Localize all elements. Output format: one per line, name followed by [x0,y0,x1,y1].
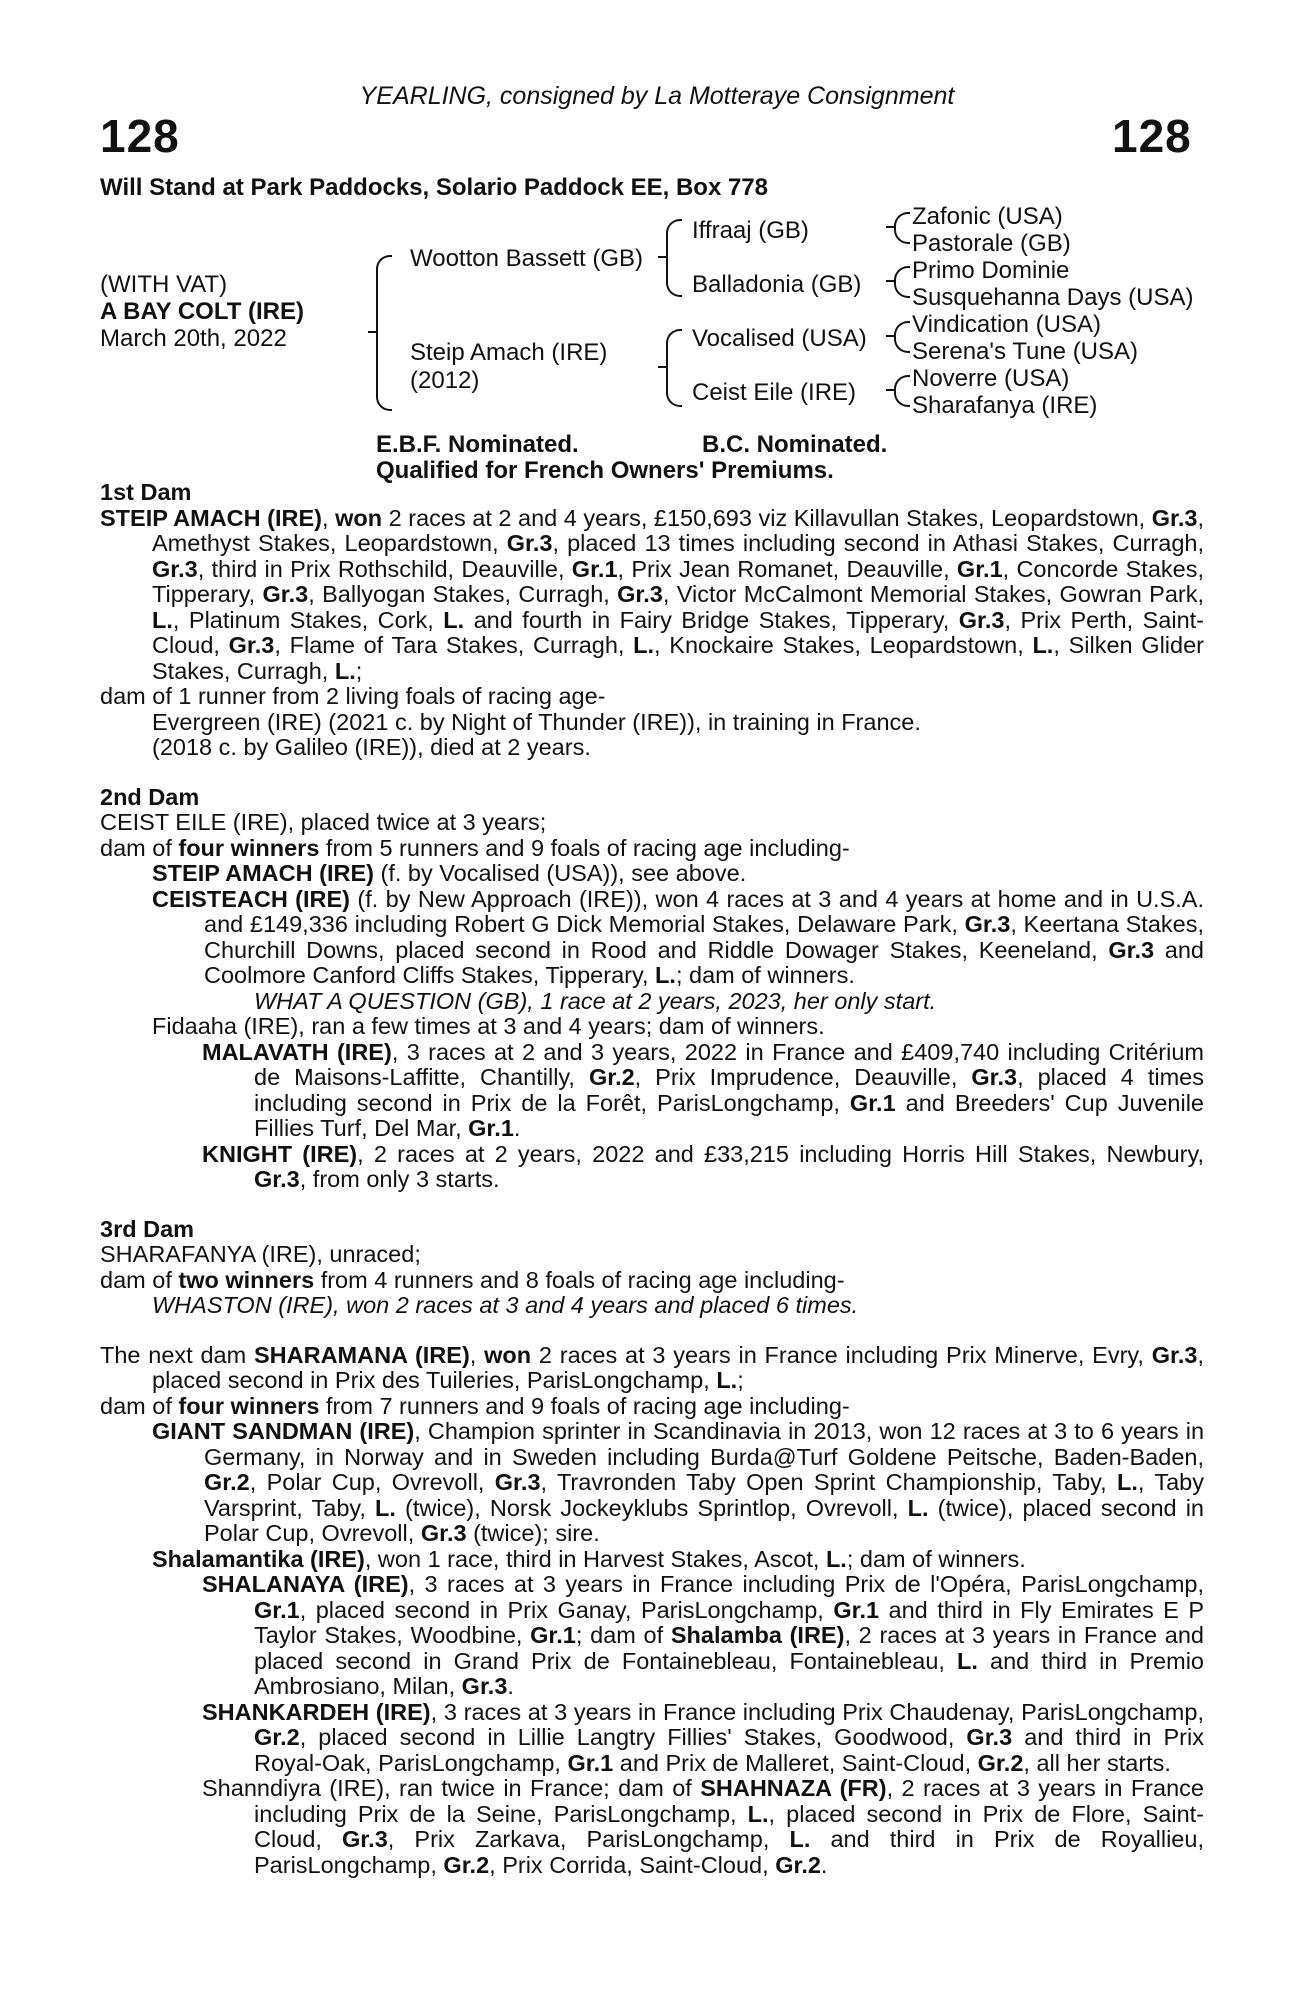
next-dam-shalanaya: SHALANAYA (IRE), 3 races at 3 years in France including Prix de l'Opéra, ParisLongchamp, Gr.1, placed second in Prix Ganay, ParisLongchamp, Gr.1 and third in Fly Emirates E P Taylor Stakes, Woodbine, Gr.1; dam of Shalamba (IRE), 2 races at 3 years in France and placed second in Grand Prix de Fontainebleau, Fontainebleau, L. and third in Premio Ambrosiano, Milan, Gr.3. [202,1571,1205,1699]
second-dam-heading: 2nd Dam [100,783,200,810]
first-dam-foal-2: (2018 c. by Galileo (IRE)), died at 2 years. [152,734,591,760]
pedigree-brace-g4 [894,375,910,407]
next-dam-shalamantika: Shalamantika (IRE), won 1 race, third in Harvest Stakes, Ascot, L.; dam of winners. [152,1545,1026,1572]
second-dam-steip: STEIP AMACH (IRE) (f. by Vocalised (USA)), see above. [152,860,747,886]
second-dam-malavath: MALAVATH (IRE), 3 races at 2 and 3 years, 2022 in France and £409,740 including Critérium de Maisons-Laffitte, Chantilly, Gr.2, Prix Imprudence, Deauville, Gr.3, placed 4 times including second in Prix de la Forêt, ParisLongchamp, Gr.1 and Breeders' Cup Juvenile Fillies Turf, Del Mar, Gr.1. [202,1038,1204,1141]
pedigree-brace-g1-tip [886,226,894,228]
second-dam-what-a-question: WHAT A QUESTION (GB), 1 race at 2 years, 2023, her only start. [254,987,937,1014]
bc-nomination: B.C. Nominated. [702,431,888,458]
pedigree-brace-sire-tip [658,256,666,258]
pedigree-brace-sire [666,219,682,297]
first-dam-produce-summary: dam of 1 runner from 2 living foals of racing age- [100,683,606,709]
stand-location: Will Stand at Park Paddocks, Solario Paddock EE, Box 778 [100,174,769,201]
dam-name: Steip Amach (IRE) [410,339,608,366]
dam-dam: Ceist Eile (IRE) [692,379,857,406]
third-dam-line: SHARAFANYA (IRE), unraced; [100,1241,421,1267]
consignment-line: YEARLING, consigned by La Motteraye Consignment [359,82,955,110]
third-dam-produce-summary: dam of two winners from 4 runners and 8 foals of racing age including- [100,1266,845,1293]
first-dam-won: won [335,504,383,531]
grandparent-6: Serena's Tune (USA) [912,338,1139,365]
pedigree-brace-main-tip [368,331,376,333]
sire-sire: Iffraaj (GB) [692,217,809,244]
second-dam-produce-summary: dam of four winners from 5 runners and 9 foals of racing age including- [100,834,850,861]
next-dam-record: The next dam SHARAMANA (IRE), won 2 races at 3 years in France including Prix Minerve, Evry, Gr.3, placed second in Prix des Tuileries, ParisLongchamp, L.; [100,1341,1205,1393]
third-dam-whaston: WHASTON (IRE), won 2 races at 3 and 4 years and placed 6 times. [152,1292,859,1318]
horse-name: A BAY COLT (IRE) [100,298,305,325]
first-dam-heading: 1st Dam [100,479,192,505]
first-dam-name: STEIP AMACH (IRE) [100,504,322,531]
vat-note: (WITH VAT) [100,271,228,298]
nominations [376,432,887,484]
ebf-nomination: E.B.F. Nominated. [376,431,579,458]
pedigree-brace-g2 [894,266,910,298]
dam-sire: Vocalised (USA) [692,325,867,352]
next-dam-giant-sandman: GIANT SANDMAN (IRE), Champion sprinter in Scandinavia in 2013, won 12 races at 3 to 6 years in Germany, in Norway and in Sweden including Burda@Turf Goldene Peitsche, Baden-Baden, Gr.2, Polar Cup, Ovrevoll, Gr.3, Travronden Taby Open Sprint Championship, Taby, L., Taby Varsprint, Taby, L. (twice), Norsk Jockeyklubs Sprintlop, Ovrevoll, L. (twice), placed second in Polar Cup, Ovrevoll, Gr.3 (twice); sire. [152,1418,1205,1546]
sire-name: Wootton Bassett (GB) [410,245,643,272]
catalogue-text [100,480,1204,1878]
third-dam-heading: 3rd Dam [100,1215,195,1242]
next-dam-produce-summary: dam of four winners from 7 runners and 9 foals of racing age including- [100,1392,850,1419]
lot-number-right: 128 [1112,110,1192,162]
pedigree-brace-main [376,255,392,411]
grandparent-8: Sharafanya (IRE) [912,392,1098,419]
grandparent-7: Noverre (USA) [912,365,1070,392]
grandparent-3: Primo Dominie [912,257,1070,284]
dam-year: (2012) [410,367,480,394]
pedigree-brace-g4-tip [886,389,894,391]
grandparent-1: Zafonic (USA) [912,203,1063,230]
lot-number-left: 128 [100,110,180,162]
pedigree-brace-g3-tip [886,335,894,337]
grandparent-5: Vindication (USA) [912,311,1101,338]
next-dam-shankardeh: SHANKARDEH (IRE), 3 races at 3 years in France including Prix Chaudenay, ParisLongchamp, Gr.2, placed second in Lillie Langtry Fillies' Stakes, Goodwood, Gr.3 and third in Prix Royal-Oak, ParisLongchamp, Gr.1 and Prix de Malleret, Saint-Cloud, Gr.2, all her starts. [202,1698,1204,1776]
horse-dob: March 20th, 2022 [100,325,287,352]
pedigree-brace-dam [666,329,682,407]
second-dam-fidaaha: Fidaaha (IRE), ran a few times at 3 and 4 years; dam of winners. [152,1013,825,1039]
first-dam-record: STEIP AMACH (IRE), won 2 races at 2 and 4 years, £150,693 viz Killavullan Stakes, Leopardstown, Gr.3, Amethyst Stakes, Leopardstown, Gr.3, placed 13 times including second in Athasi Stakes, Curragh, Gr.3, third in Prix Rothschild, Deauville, Gr.1, Prix Jean Romanet, Deauville, Gr.1, Concorde Stakes, Tipperary, Gr.3, Ballyogan Stakes, Curragh, Gr.3, Victor McCalmont Memorial Stakes, Gowran Park, L., Platinum Stakes, Cork, L. and fourth in Fairy Bridge Stakes, Tipperary, Gr.3, Prix Perth, Saint-Cloud, Gr.3, Flame of Tara Stakes, Curragh, L., Knockaire Stakes, Leopardstown, L., Silken Glider Stakes, Curragh, L.; [100,504,1205,684]
pedigree-brace-g1 [894,212,910,244]
french-premiums: Qualified for French Owners' Premiums. [376,457,834,484]
second-dam-ceisteach: CEISTEACH (IRE) (f. by New Approach (IRE)), won 4 races at 3 and 4 years at home and in U.S.A. and £149,336 including Robert G Dick Memorial Stakes, Delaware Park, Gr.3, Keertana Stakes, Churchill Downs, placed second in Rood and Riddle Dowager Stakes, Keeneland, Gr.3 and Coolmore Canford Cliffs Stakes, Tipperary, L.; dam of winners. [152,885,1204,988]
second-dam-line: CEIST EILE (IRE), placed twice at 3 years; [100,809,547,835]
first-dam-foal-1: Evergreen (IRE) (2021 c. by Night of Thunder (IRE)), in training in France. [152,708,921,735]
pedigree-brace-g2-tip [886,280,894,282]
grandparent-2: Pastorale (GB) [912,230,1071,257]
sire-dam: Balladonia (GB) [692,271,862,298]
pedigree-brace-g3 [894,321,910,353]
second-dam-knight: KNIGHT (IRE), 2 races at 2 years, 2022 and £33,215 including Horris Hill Stakes, Newbury, Gr.3, from only 3 starts. [202,1140,1204,1192]
next-dam-shanndiyra: Shanndiyra (IRE), ran twice in France; dam of SHAHNAZA (FR), 2 races at 3 years in France including Prix de la Seine, ParisLongchamp, L., placed second in Prix de Flore, Saint-Cloud, Gr.3, Prix Zarkava, ParisLongchamp, L. and third in Prix de Royallieu, ParisLongchamp, Gr.2, Prix Corrida, Saint-Cloud, Gr.2. [202,1775,1204,1878]
grandparent-4: Susquehanna Days (USA) [912,284,1194,311]
pedigree-brace-dam-tip [658,366,666,368]
